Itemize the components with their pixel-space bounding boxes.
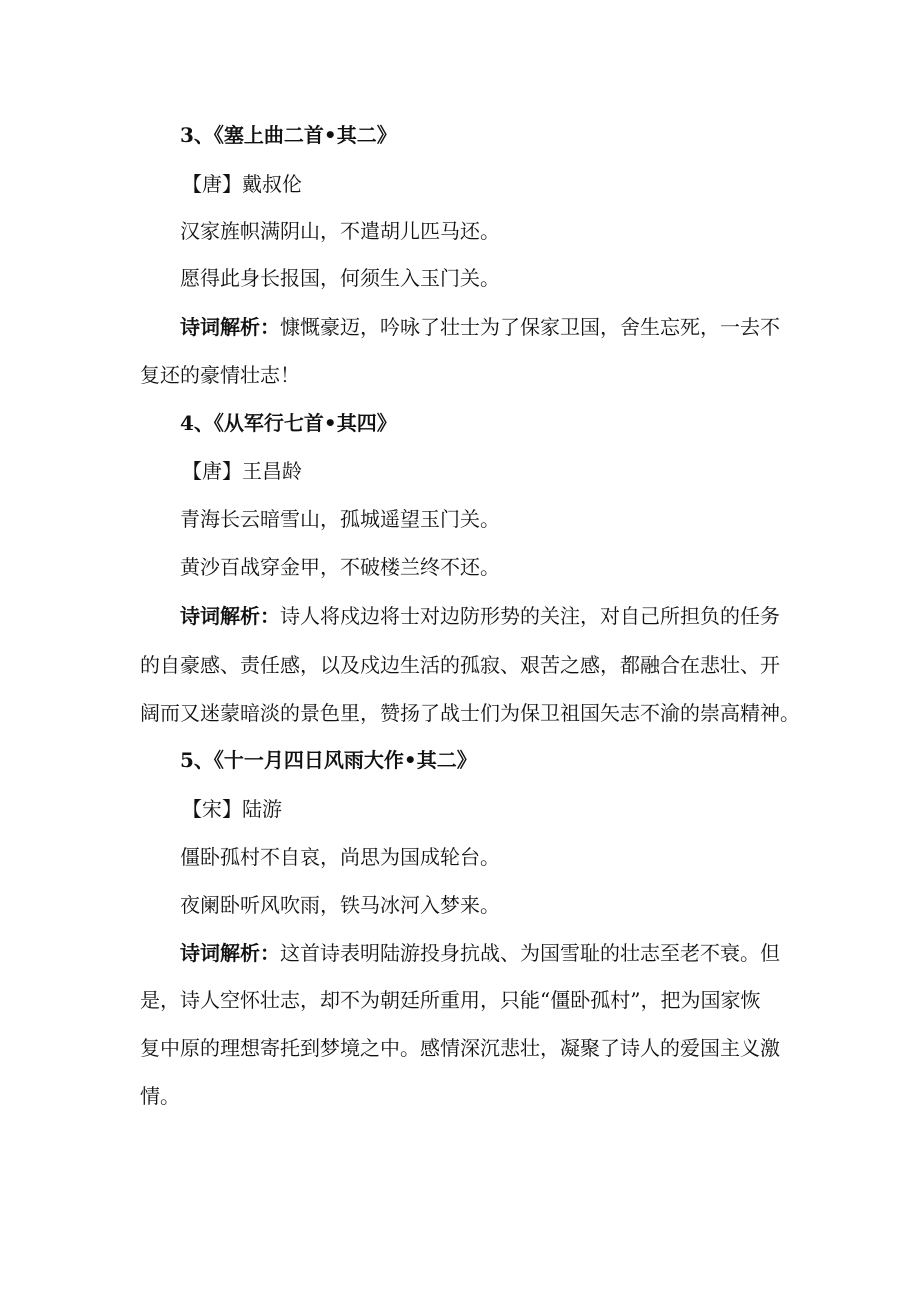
poem-analysis (180, 603, 780, 629)
poem-line: 愿得此身长报国，何须生入玉门关。 (180, 266, 500, 290)
poem-analysis (180, 940, 780, 966)
poem-line: 青海长云暗雪山，孤城遥望玉门关。 (180, 507, 500, 531)
poem-line: 黄沙百战穿金甲，不破楼兰终不还。 (180, 555, 500, 579)
analysis-text: 这首诗表明陆游投身抗战、为国雪耻的壮志至老不衰。但 (280, 941, 780, 965)
analysis-text: 复还的豪情壮志！ (140, 363, 300, 387)
analysis-label: 诗词解析： (180, 604, 280, 628)
poem-title: 5、《十一月四日风雨大作•其二》 (180, 748, 477, 772)
analysis-text: 是，诗人空怀壮志，却不为朝廷所重用，只能“僵卧孤村”，把为国家恢 (140, 988, 761, 1012)
poem-line: 汉家旌帜满阴山，不遣胡儿匹马还。 (180, 219, 500, 243)
poem-title: 3、《塞上曲二首•其二》 (180, 123, 397, 147)
analysis-label: 诗词解析： (180, 315, 280, 339)
analysis-text: 情。 (140, 1084, 180, 1108)
poem-line: 夜阑卧听风吹雨，铁马冰河入梦来。 (180, 893, 500, 917)
analysis-text: 复中原的理想寄托到梦境之中。感情深沉悲壮，凝聚了诗人的爱国主义激 (140, 1036, 780, 1060)
analysis-text: 诗人将戍边将士对边防形势的关注，对自己所担负的任务 (280, 604, 780, 628)
analysis-label: 诗词解析： (180, 941, 280, 965)
analysis-text: 慷慨豪迈，吟咏了壮士为了保家卫国，舍生忘死，一去不 (280, 315, 780, 339)
poem-author: 【唐】戴叔伦 (182, 172, 302, 196)
analysis-text: 阔而又迷蒙暗淡的景色里，赞扬了战士们为保卫祖国矢志不渝的崇高精神。 (140, 701, 800, 725)
poem-author: 【唐】王昌龄 (182, 459, 302, 483)
poem-title: 4、《从军行七首•其四》 (180, 411, 397, 435)
analysis-text: 的自豪感、责任感，以及戍边生活的孤寂、艰苦之感，都融合在悲壮、开 (140, 653, 780, 677)
poem-analysis (180, 314, 780, 340)
poem-author: 【宋】陆游 (182, 797, 282, 821)
poem-line: 僵卧孤村不自哀，尚思为国成轮台。 (180, 845, 500, 869)
